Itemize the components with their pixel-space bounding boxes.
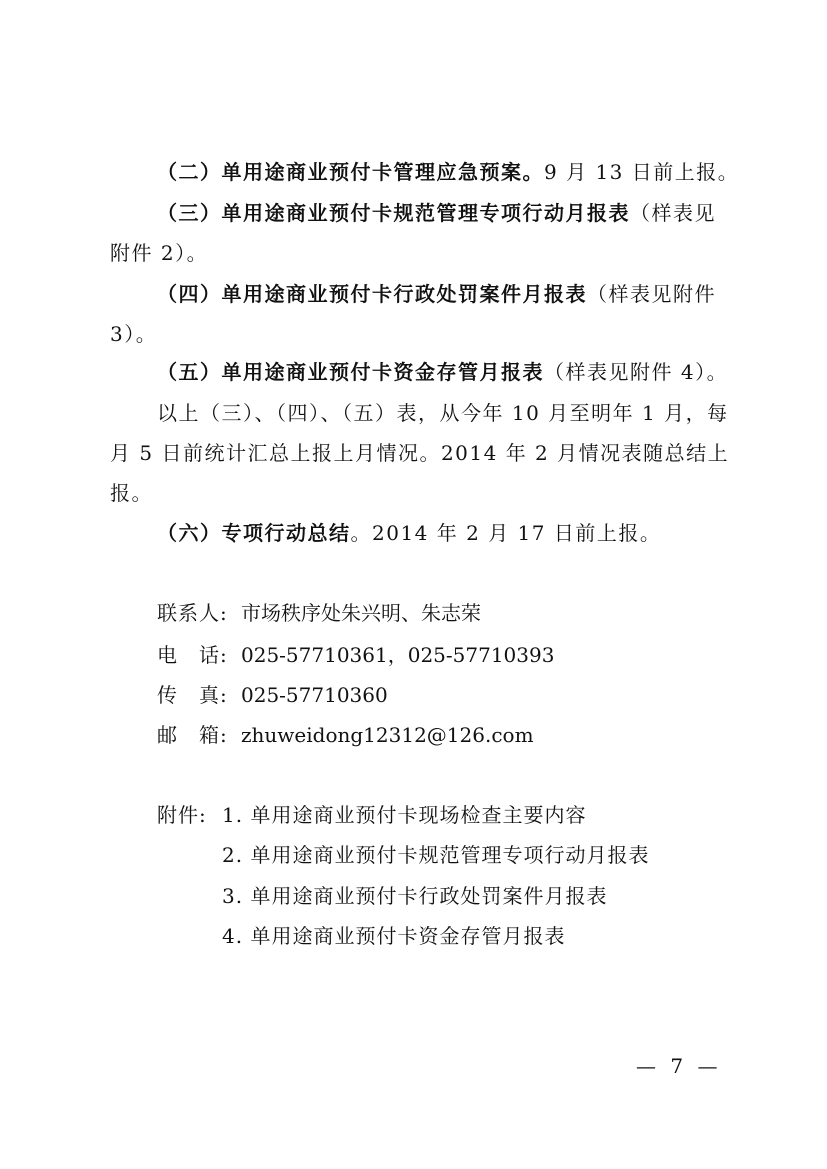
attachments-label: 附件: <box>157 803 207 827</box>
contact-fax-label: 传 真: <box>157 683 228 707</box>
item-3-title: （三）单用途商业预付卡规范管理专项行动月报表 <box>157 201 630 225</box>
item-2-text: 9 月 13 日前上报。 <box>544 160 740 184</box>
item-4 <box>157 282 722 306</box>
contact-phone-row <box>157 643 554 667</box>
attachment-4: 4. 单用途商业预付卡资金存管月报表 <box>222 924 566 948</box>
contact-person-row <box>157 601 481 625</box>
attachment-3: 3. 单用途商业预付卡行政处罚案件月报表 <box>222 884 608 908</box>
paragraph-line-2: 月 5 日前统计汇总上报上月情况。2014 年 2 月情况表随总结上 <box>110 441 730 465</box>
attachment-1: 1. 单用途商业预付卡现场检查主要内容 <box>222 803 587 827</box>
item-2-title: （二）单用途商业预付卡管理应急预案。 <box>157 160 544 184</box>
item-3 <box>157 201 722 225</box>
item-2 <box>157 160 740 184</box>
item-5-title: （五）单用途商业预付卡资金存管月报表 <box>157 360 544 384</box>
item-6-text: 。2014 年 2 月 17 日前上报。 <box>350 521 662 545</box>
item-3-text: （样表见 <box>630 201 716 225</box>
paragraph-line-3: 报。 <box>110 481 153 505</box>
item-5-text: （样表见附件 4）。 <box>544 360 729 384</box>
contact-person-value: 市场秩序处朱兴明、朱志荣 <box>241 601 481 625</box>
contact-email-label: 邮 箱: <box>157 723 228 747</box>
contact-email-value[interactable]: zhuweidong12312@126.com <box>241 723 534 747</box>
attachment-2: 2. 单用途商业预付卡规范管理专项行动月报表 <box>222 843 650 867</box>
item-4-title: （四）单用途商业预付卡行政处罚案件月报表 <box>157 282 587 306</box>
item-5 <box>157 360 729 384</box>
paragraph-line-1: 以上（三）、（四）、（五）表，从今年 10 月至明年 1 月，每 <box>157 401 729 425</box>
contact-person-label: 联系人: <box>157 601 228 625</box>
contact-fax-value: 025-57710360 <box>241 683 388 707</box>
item-6 <box>157 521 722 545</box>
item-6-title: （六）专项行动总结 <box>157 521 351 545</box>
contact-fax-row <box>157 683 388 707</box>
contact-phone-label: 电 话: <box>157 643 228 667</box>
page-number: — 7 — <box>636 1054 722 1078</box>
item-4-text: （样表见附件 <box>587 282 716 306</box>
contact-email-row <box>157 723 534 747</box>
item-3-continuation: 附件 2）。 <box>110 241 209 265</box>
contact-phone-value: 025-57710361，025-57710393 <box>241 643 555 667</box>
item-4-continuation: 3）。 <box>110 322 158 346</box>
